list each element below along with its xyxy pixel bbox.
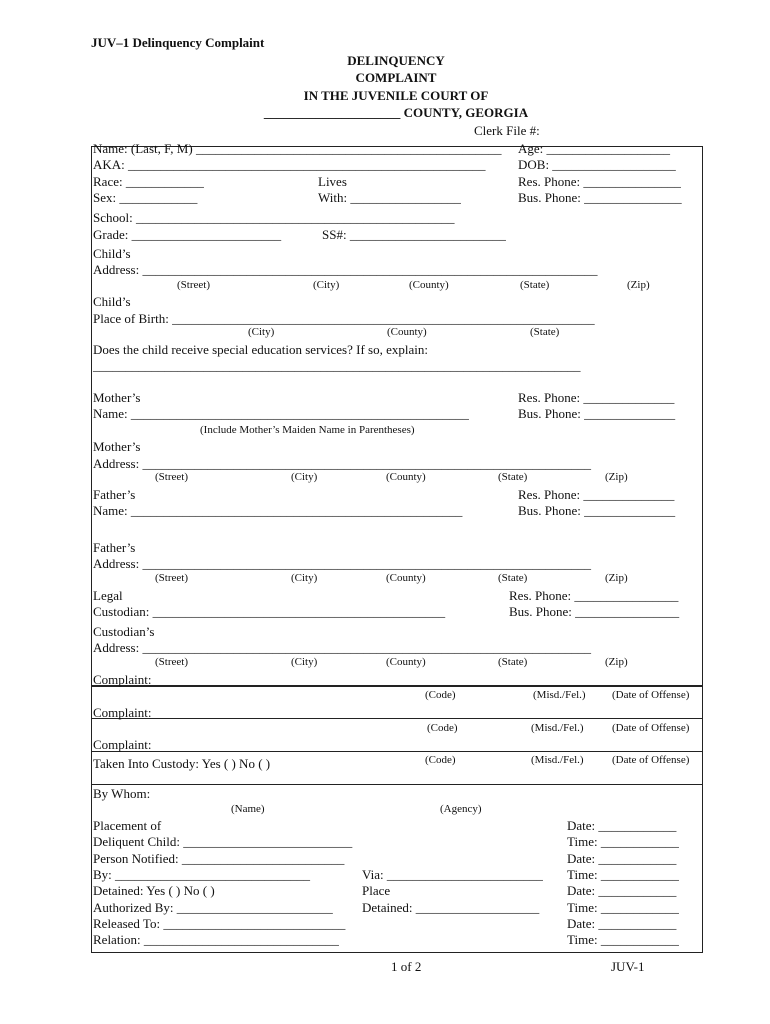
father-state-caption: (State)	[498, 572, 528, 584]
ssn-field[interactable]: SS#: ________________________	[322, 227, 506, 242]
complaint-3-code-caption: (Code)	[425, 754, 456, 766]
father-street-caption: (Street)	[155, 572, 188, 584]
detained-yes-no-field[interactable]: Detained: Yes ( ) No ( )	[93, 883, 215, 898]
title-line-3: IN THE JUVENILE COURT OF	[303, 88, 489, 103]
child-address-label: Child’s	[93, 246, 131, 261]
aka-field[interactable]: AKA: _______________________________________________________	[93, 157, 486, 172]
mother-name-field[interactable]: Name: ____________________________________________________	[93, 406, 469, 421]
mother-county-caption: (County)	[386, 471, 426, 483]
complaint-3-date-caption: (Date of Offense)	[612, 754, 690, 766]
maiden-name-note: (Include Mother’s Maiden Name in Parentheses)	[200, 424, 415, 436]
form-id: JUV–1 Delinquency Complaint	[91, 35, 265, 50]
custodian-address-label: Custodian’s	[93, 624, 155, 639]
complaint-divider-1	[91, 685, 703, 687]
placement-label: Placement of	[93, 818, 162, 833]
child-res-phone-field[interactable]: Res. Phone: _______________	[518, 174, 681, 189]
mother-state-caption: (State)	[498, 471, 528, 483]
father-res-phone-field[interactable]: Res. Phone: ______________	[518, 487, 675, 502]
child-address-street-caption: (Street)	[177, 279, 210, 291]
mother-res-phone-field[interactable]: Res. Phone: ______________	[518, 390, 675, 405]
child-address-city-caption: (City)	[313, 279, 340, 291]
complaint-2-date-caption: (Date of Offense)	[612, 722, 690, 734]
title-line-4: _____________________ COUNTY, GEORGIA	[263, 105, 529, 120]
mother-address-field[interactable]: Address: _____________________________________________________________________	[93, 456, 591, 471]
relation-field[interactable]: Relation: ______________________________	[93, 932, 339, 947]
place-detained-field[interactable]: Detained: ___________________	[362, 900, 540, 915]
notified-by-field[interactable]: By: ______________________________	[93, 867, 311, 882]
custodian-county-caption: (County)	[386, 656, 426, 668]
complaint-2-label[interactable]: Complaint:	[93, 705, 152, 720]
custody-divider	[91, 784, 703, 785]
child-address-field[interactable]: Address: ______________________________________________________________________	[93, 262, 598, 277]
father-address-field[interactable]: Address: _____________________________________________________________________	[93, 556, 591, 571]
child-address-county-caption: (County)	[409, 279, 449, 291]
sex-field[interactable]: Sex: ____________	[93, 190, 198, 205]
child-bus-phone-field[interactable]: Bus. Phone: _______________	[518, 190, 682, 205]
pob-state-caption: (State)	[530, 326, 560, 338]
complaint-divider-2	[91, 718, 703, 719]
custodian-res-phone-field[interactable]: Res. Phone: ________________	[509, 588, 679, 603]
complaint-divider-3	[91, 751, 703, 752]
custodian-label: Legal	[93, 588, 123, 603]
mother-address-label: Mother’s	[93, 439, 141, 454]
detained-time-field[interactable]: Time: ____________	[567, 900, 679, 915]
released-date-field[interactable]: Date: ____________	[567, 916, 677, 931]
person-notified-field[interactable]: Person Notified: _________________________	[93, 851, 345, 866]
place-label: Place	[362, 883, 391, 898]
complaint-2-misd-caption: (Misd./Fel.)	[531, 722, 584, 734]
notified-time-field[interactable]: Time: ____________	[567, 867, 679, 882]
special-education-field[interactable]: ___________________________________________________________________________	[93, 358, 581, 373]
page-number: 1 of 2	[391, 959, 422, 974]
father-bus-phone-field[interactable]: Bus. Phone: ______________	[518, 503, 676, 518]
by-whom-field[interactable]: By Whom:	[93, 786, 151, 801]
child-address-state-caption: (State)	[520, 279, 550, 291]
complaint-1-code-caption: (Code)	[425, 689, 456, 701]
lives-with-field[interactable]: With: _________________	[318, 190, 461, 205]
custodian-address-field[interactable]: Address: _____________________________________________________________________	[93, 640, 591, 655]
delinquent-child-field[interactable]: Deliquent Child: __________________________	[93, 834, 353, 849]
complaint-1-label[interactable]: Complaint:	[93, 672, 152, 687]
by-whom-name-caption: (Name)	[231, 803, 265, 815]
released-to-field[interactable]: Released To: ____________________________	[93, 916, 346, 931]
dob-field[interactable]: DOB: ___________________	[518, 157, 676, 172]
mother-street-caption: (Street)	[155, 471, 188, 483]
child-name-field[interactable]: Name: (Last, F, M) _______________________________________________	[93, 141, 502, 156]
complaint-3-label[interactable]: Complaint:	[93, 737, 152, 752]
placement-time-field[interactable]: Time: ____________	[567, 834, 679, 849]
pob-city-caption: (City)	[248, 326, 275, 338]
custodian-zip-caption: (Zip)	[605, 656, 628, 668]
placement-date-field[interactable]: Date: ____________	[567, 818, 677, 833]
by-whom-agency-caption: (Agency)	[440, 803, 482, 815]
complaint-1-misd-caption: (Misd./Fel.)	[533, 689, 586, 701]
father-county-caption: (County)	[386, 572, 426, 584]
place-of-birth-label: Child’s	[93, 294, 131, 309]
complaint-2-code-caption: (Code)	[427, 722, 458, 734]
complaint-1-date-caption: (Date of Offense)	[612, 689, 690, 701]
father-name-field[interactable]: Name: ___________________________________________________	[93, 503, 463, 518]
father-zip-caption: (Zip)	[605, 572, 628, 584]
detained-date-field[interactable]: Date: ____________	[567, 883, 677, 898]
lives-label: Lives	[318, 174, 347, 189]
via-field[interactable]: Via: ________________________	[362, 867, 543, 882]
age-field[interactable]: Age: ___________________	[518, 141, 671, 156]
notified-date-field[interactable]: Date: ____________	[567, 851, 677, 866]
released-time-field[interactable]: Time: ____________	[567, 932, 679, 947]
custodian-bus-phone-field[interactable]: Bus. Phone: ________________	[509, 604, 680, 619]
grade-field[interactable]: Grade: _______________________	[93, 227, 282, 242]
title-line-1: DELINQUENCY	[347, 53, 445, 68]
father-name-label: Father’s	[93, 487, 136, 502]
special-education-question: Does the child receive special education services? If so, explain:	[93, 342, 428, 357]
custodian-state-caption: (State)	[498, 656, 528, 668]
mother-zip-caption: (Zip)	[605, 471, 628, 483]
custodian-city-caption: (City)	[291, 656, 318, 668]
father-city-caption: (City)	[291, 572, 318, 584]
race-field[interactable]: Race: ____________	[93, 174, 204, 189]
mother-city-caption: (City)	[291, 471, 318, 483]
mother-name-label: Mother’s	[93, 390, 141, 405]
clerk-file-label: Clerk File #:	[474, 123, 540, 138]
father-address-label: Father’s	[93, 540, 136, 555]
mother-bus-phone-field[interactable]: Bus. Phone: ______________	[518, 406, 676, 421]
title-line-2: COMPLAINT	[355, 70, 437, 85]
pob-county-caption: (County)	[387, 326, 427, 338]
child-address-zip-caption: (Zip)	[627, 279, 650, 291]
taken-into-custody-field[interactable]: Taken Into Custody: Yes ( ) No ( )	[93, 756, 271, 771]
custodian-street-caption: (Street)	[155, 656, 188, 668]
custodian-name-field[interactable]: Custodian: _____________________________________________	[93, 604, 446, 619]
authorized-by-field[interactable]: Authorized By: ________________________	[93, 900, 333, 915]
form-code-footer: JUV-1	[611, 959, 645, 974]
complaint-3-misd-caption: (Misd./Fel.)	[531, 754, 584, 766]
school-field[interactable]: School: _________________________________________________	[93, 210, 455, 225]
place-of-birth-field[interactable]: Place of Birth: _________________________________________________________________	[93, 311, 595, 326]
